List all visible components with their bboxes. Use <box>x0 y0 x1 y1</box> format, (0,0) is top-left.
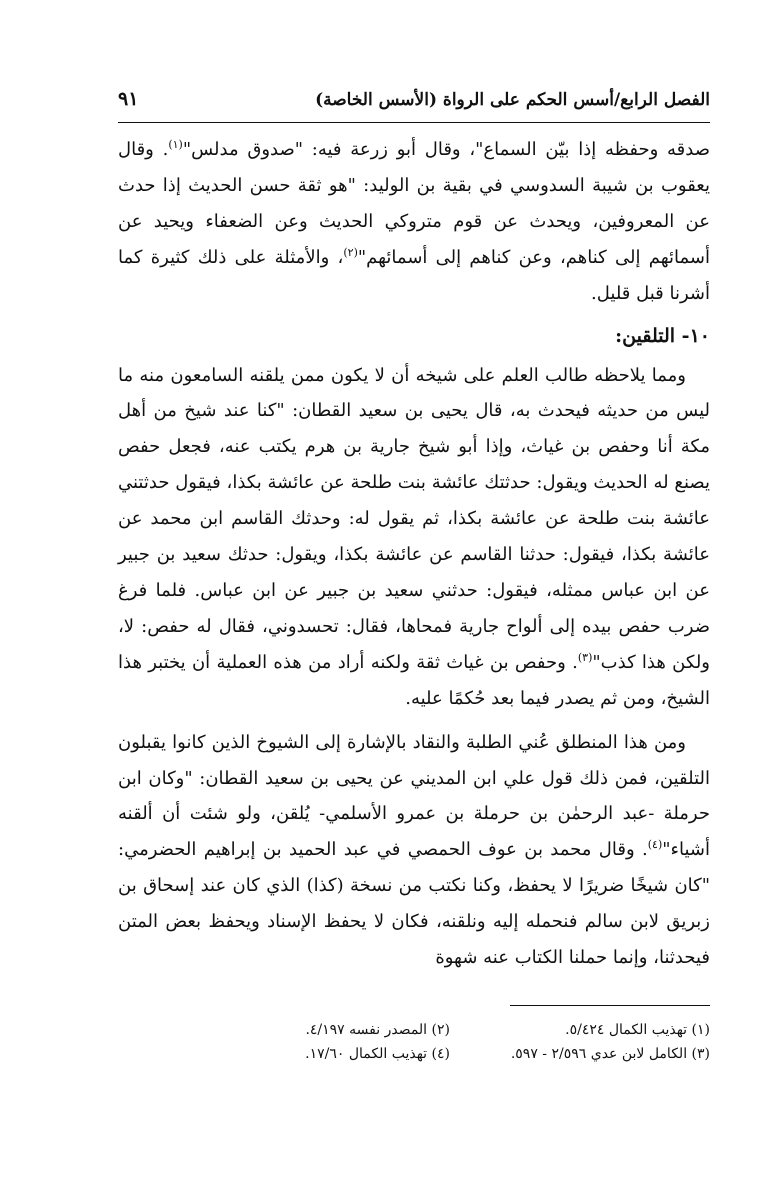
paragraph-3-text-b: . وقال محمد بن عوف الحمصي في عبد الحميد بن إبراهيم الحضرمي: "كان شيخًا ضريرًا لا يحفظ، وكنا نكتب من نسخة (كذا) الذي كان عند إسحاق بن زبريق لابن سالم فنحمله إليه ونلقنه، فكان لا يحفظ الإسناد ويحفظ بعض المتن فيحدثنا، وإنما حملنا الكتاب عنه شهوة <box>118 839 710 969</box>
paragraph-1-text-a: صدقه وحفظه إذا بيّن السماع"، وقال أبو زرعة فيه: "صدوق مدلس" <box>182 139 710 160</box>
footnote-ref-3: (٣) <box>577 650 593 664</box>
footnote-separator <box>510 1005 710 1006</box>
footnote-1: (١) تهذيب الكمال ٥/٤٢٤. <box>565 1022 710 1038</box>
footnotes <box>190 1018 710 1066</box>
footnote-3: (٣) الكامل لابن عدي ٢/٥٩٦ - ٥٩٧. <box>510 1046 710 1062</box>
footnote-2: (٢) المصدر نفسه ٤/١٩٧. <box>305 1022 450 1038</box>
paragraph-3-text-a: ومن هذا المنطلق عُني الطلبة والنقاد بالإشارة إلى الشيوخ الذين كانوا يقبلون التلقين، فمن ذلك قول علي ابن المديني عن يحيى بن سعيد القطان: "وكان ابن حرملة -عبد الرحمٰن بن حرملة بن عمرو الأسلمي- يُلقن، ولو شئت أن ألقنه أشياء" <box>118 731 710 861</box>
paragraph-1-text-c: ، والأمثلة على ذلك كثيرة كما أشرنا قبل قليل. <box>118 246 710 304</box>
page-number: ٩١ <box>118 88 139 110</box>
paragraph-2 <box>118 358 710 717</box>
footnote-row <box>190 1018 710 1042</box>
footnote-ref-1: (١) <box>168 138 183 151</box>
page-header <box>118 86 710 123</box>
footnote-row <box>190 1042 710 1066</box>
body-text <box>118 132 710 976</box>
paragraph-2-text-a: ومما يلاحظه طالب العلم على شيخه أن لا يكون ممن يلقنه السامعون منه ما ليس من حديثه فيحدث به، قال يحيى بن سعيد القطان: "كنا عند شيخ من أهل مكة أنا وحفص بن غياث، وإذا أبو شيخ جارية بن هرم يكتب عنه، فجعل حفص يصنع له الحديث ويقول: حدثتك عائشة بنت طلحة عن عائشة بكذا، فيقول حدثتني عائشة بنت طلحة عن عائشة بكذا، ثم يقول له: وحدثك القاسم ابن محمد عن عائشة بكذا، فيقول: حدثنا القاسم عن عائشة بكذا، ويقول: حدثك سعيد بن جبير عن ابن عباس ممثله، فيقول: حدثني سعيد بن جبير عن ابن عباس. فلما فرغ ضرب حفص بيده إلى ألواح جارية فمحاها، فقال: تحسدوني، فقال له حفص: لا، ولكن هذا كذب" <box>118 364 710 673</box>
paragraph-3 <box>118 725 710 976</box>
section-heading: ١٠- التلقين: <box>615 324 710 347</box>
paragraph-2-text-b: . وحفص بن غياث ثقة ولكنه أراد من هذه العملية أن يختبر هذا الشيخ، ومن ثم يصدر فيما بعد حُكمًا عليه. <box>118 651 710 709</box>
running-title: الفصل الرابع/أسس الحكم على الرواة (الأسس الخاصة) <box>315 90 710 110</box>
paragraph-1 <box>118 132 710 312</box>
footnote-ref-4: (٤) <box>647 838 663 852</box>
paragraph-1-text-b: . وقال يعقوب بن شيبة السدوسي في بقية بن الوليد: "هو ثقة حسن الحديث إذا حدث عن المعروفين، ويحدث عن قوم متروكي الحديث وعن الضعفاء ويحيد عن أسمائهم إلى كناهم، وعن كناهم إلى أسمائهم" <box>118 139 711 268</box>
footnote-4: (٤) تهذيب الكمال ١٧/٦٠. <box>305 1046 450 1062</box>
footnote-ref-2: (٢) <box>343 245 358 259</box>
